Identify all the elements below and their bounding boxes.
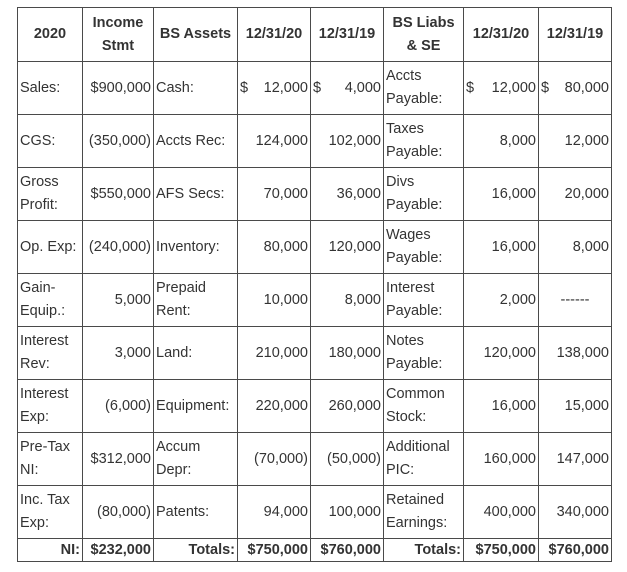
header-assets-2019: 12/31/19	[311, 8, 384, 62]
table-row	[18, 327, 612, 380]
asset-label: Patents:	[154, 486, 238, 539]
income-value: (6,000)	[83, 380, 154, 433]
asset-value-2020: (70,000)	[238, 433, 311, 486]
liability-label: Common Stock:	[384, 380, 464, 433]
liabs-totals-label: Totals:	[384, 539, 464, 562]
income-label: CGS:	[18, 115, 83, 168]
asset-value-2019: 120,000	[311, 221, 384, 274]
liability-value-2019: 340,000	[539, 486, 612, 539]
asset-value-2019: 102,000	[311, 115, 384, 168]
asset-value-2020: 70,000	[238, 168, 311, 221]
liability-value-2019: 12,000	[539, 115, 612, 168]
liability-value-2019: 147,000	[539, 433, 612, 486]
income-label: Gain-Equip.:	[18, 274, 83, 327]
liability-value-2019: 15,000	[539, 380, 612, 433]
asset-label: Inventory:	[154, 221, 238, 274]
asset-value-2019: (50,000)	[311, 433, 384, 486]
asset-value-2019: 36,000	[311, 168, 384, 221]
liability-value-2020: 16,000	[464, 168, 539, 221]
assets-total-2020: $750,000	[238, 539, 311, 562]
table-row	[18, 486, 612, 539]
liabs-total-2020: $750,000	[464, 539, 539, 562]
asset-value-2019: 100,000	[311, 486, 384, 539]
asset-value-2020: 10,000	[238, 274, 311, 327]
asset-label: Accum Depr:	[154, 433, 238, 486]
income-label: Sales:	[18, 62, 83, 115]
header-assets-2020: 12/31/20	[238, 8, 311, 62]
liability-value-2020: $ 12,000	[464, 62, 539, 115]
table-row	[18, 115, 612, 168]
income-value: $550,000	[83, 168, 154, 221]
asset-label: Accts Rec:	[154, 115, 238, 168]
income-value: $312,000	[83, 433, 154, 486]
header-year: 2020	[18, 8, 83, 62]
asset-value-2020: 80,000	[238, 221, 311, 274]
asset-value-2019: $ 4,000	[311, 62, 384, 115]
income-value: 5,000	[83, 274, 154, 327]
income-label: Gross Profit:	[18, 168, 83, 221]
liability-label: Divs Payable:	[384, 168, 464, 221]
liability-value-2020: 8,000	[464, 115, 539, 168]
asset-value-2019: 180,000	[311, 327, 384, 380]
header-row	[18, 8, 612, 62]
liability-label: Notes Payable:	[384, 327, 464, 380]
asset-value-2020: 220,000	[238, 380, 311, 433]
liability-label: Retained Earnings:	[384, 486, 464, 539]
table-row	[18, 168, 612, 221]
liability-value-2019: $ 80,000	[539, 62, 612, 115]
liability-value-2020: 2,000	[464, 274, 539, 327]
table-row	[18, 62, 612, 115]
liability-value-2020: 400,000	[464, 486, 539, 539]
income-label: Interest Exp:	[18, 380, 83, 433]
liability-value-2019: 138,000	[539, 327, 612, 380]
table-row	[18, 221, 612, 274]
income-label: Inc. Tax Exp:	[18, 486, 83, 539]
table-row	[18, 380, 612, 433]
income-label: Interest Rev:	[18, 327, 83, 380]
income-value: (350,000)	[83, 115, 154, 168]
liability-label: Accts Payable:	[384, 62, 464, 115]
net-income-value: $232,000	[83, 539, 154, 562]
header-bs-liabs-se: BS Liabs & SE	[384, 8, 464, 62]
liability-label: Interest Payable:	[384, 274, 464, 327]
liability-label: Additional PIC:	[384, 433, 464, 486]
income-label: Pre-Tax NI:	[18, 433, 83, 486]
header-bs-assets: BS Assets	[154, 8, 238, 62]
liability-value-2019: 20,000	[539, 168, 612, 221]
income-label: Op. Exp:	[18, 221, 83, 274]
income-value: (240,000)	[83, 221, 154, 274]
liabs-total-2019: $760,000	[539, 539, 612, 562]
asset-value-2020: 124,000	[238, 115, 311, 168]
liability-value-2019: 8,000	[539, 221, 612, 274]
header-income-stmt: Income Stmt	[83, 8, 154, 62]
income-value: (80,000)	[83, 486, 154, 539]
asset-label: Prepaid Rent:	[154, 274, 238, 327]
header-liabs-2020: 12/31/20	[464, 8, 539, 62]
liability-value-2020: 16,000	[464, 221, 539, 274]
asset-label: AFS Secs:	[154, 168, 238, 221]
liability-value-2020: 16,000	[464, 380, 539, 433]
liability-value-2020: 120,000	[464, 327, 539, 380]
net-income-label: NI:	[18, 539, 83, 562]
asset-label: Equipment:	[154, 380, 238, 433]
income-value: $900,000	[83, 62, 154, 115]
asset-value-2020: $ 12,000	[238, 62, 311, 115]
table-row	[18, 274, 612, 327]
table-row	[18, 433, 612, 486]
asset-value-2019: 260,000	[311, 380, 384, 433]
financial-statements-table	[17, 7, 612, 562]
liability-value-2019: ------	[539, 274, 612, 327]
asset-value-2020: 94,000	[238, 486, 311, 539]
liability-label: Wages Payable:	[384, 221, 464, 274]
asset-value-2020: 210,000	[238, 327, 311, 380]
income-value: 3,000	[83, 327, 154, 380]
liability-label: Taxes Payable:	[384, 115, 464, 168]
asset-label: Cash:	[154, 62, 238, 115]
totals-row	[18, 539, 612, 562]
asset-value-2019: 8,000	[311, 274, 384, 327]
asset-label: Land:	[154, 327, 238, 380]
assets-total-2019: $760,000	[311, 539, 384, 562]
liability-value-2020: 160,000	[464, 433, 539, 486]
header-liabs-2019: 12/31/19	[539, 8, 612, 62]
assets-totals-label: Totals:	[154, 539, 238, 562]
